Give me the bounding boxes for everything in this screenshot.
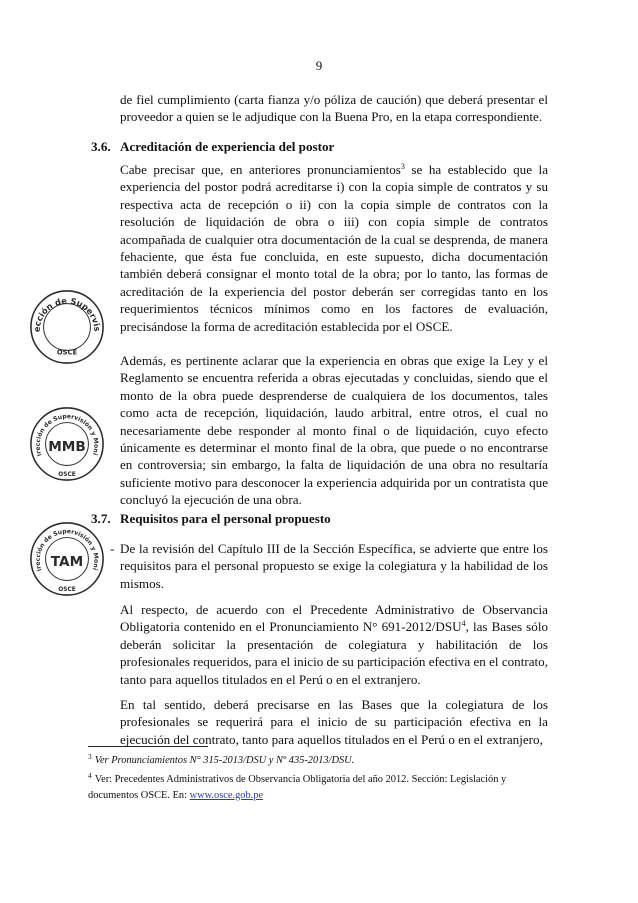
paragraph-experience-accreditation (120, 161, 548, 335)
footnote-separator (88, 746, 208, 747)
stamp-ring-text: Dirección de Supervisión (24, 280, 103, 333)
footnote-text: Ver Pronunciamientos N° 315-2013/DSU y Nº 435-2013/DSU. (94, 755, 355, 766)
paragraph-text: Cabe precisar que, en anteriores pronunciamientos (120, 162, 401, 177)
seal-icon (24, 280, 106, 366)
footnote-mark: 3 (88, 752, 92, 761)
stamp-center-text: TAM (50, 553, 84, 570)
paragraph-text: Al respecto, de acuerdo con el Precedente Administrativo de Observancia Obligatoria contenido en el Pronunciamiento N° 691-2012/DSU (120, 602, 548, 635)
supervision-stamp (24, 280, 106, 366)
paragraph-text: , las Bases sólo deberán solicitar la presentación de colegiatura y habilitación de los profesionales requeridos, para el inicio de su participación efectiva en el contrato, tanto para aquellos titulados en el Perú o en el extranjero. (120, 619, 549, 687)
paragraph-guarantee-continuation: de fiel cumplimiento (carta fianza y/o póliza de caución) que deberá presentar el proveedor a quien se le adjudique con la Buena Pro, en la etapa correspondiente. (120, 92, 548, 125)
section-title: Acreditación de experiencia del postor (120, 139, 335, 154)
stamp-ring-text: Subdirección de Supervisión y Monitoreo (25, 515, 100, 572)
stamp-center-text: MMB (48, 438, 86, 455)
footnote-4 (88, 768, 550, 804)
section-number: 3.7. (91, 511, 111, 526)
section-heading-3-7 (91, 510, 331, 527)
paragraph-text: se ha establecido que la experiencia del postor podrá acreditarse i) con la copia simple de contratos y su respectiva acta de recepción o ii) con la copia simple de contratos con la resolución de liquidación de obra o iii) con copia simple de contratos acompañada de cualquier otra documentación de la cual se desprenda, de manera fehaciente, que ésta fue concluida, en este supuesto, dicha documentación también deberá consignar el monto total de la obra; por lo tanto, las formas de acreditación de la experiencia del postor deberán ser corregidas tanto en los requerimientos técnicos mínimos como en los factores de evaluación, precisándose la forma de acreditación establecida por el OSCE. (120, 162, 549, 334)
footnote-ref-3[interactable]: 3 (400, 162, 405, 171)
footnote-3 (88, 749, 550, 769)
stamp-bottom-text: OSCE (58, 472, 76, 479)
stamp-center-text: OSCE (56, 348, 78, 357)
footnote-mark: 4 (88, 771, 92, 780)
paragraph-personnel-requirements: De la revisión del Capítulo III de la Sección Específica, se advierte que entre los requisitos para el personal propuesto se exige la colegiatura y la habilidad de los mismos. (120, 541, 548, 591)
bullet-dash: - (110, 541, 115, 556)
footnote-link[interactable]: www.osce.gob.pe (189, 790, 264, 801)
page-number: 9 (315, 58, 323, 73)
section-heading-3-6 (91, 138, 334, 155)
stamp-bottom-text: OSCE (58, 587, 76, 594)
section-number: 3.6. (91, 139, 111, 154)
stamp-ring-text: Subdirección de Supervisión y Monitoreo (25, 400, 100, 457)
seal-icon (25, 400, 106, 483)
paragraph-conclusion: En tal sentido, deberá precisarse en las Bases que la colegiatura de los profesionales se requerirá para el inicio de su participación efectiva en la ejecución del contrato, tanto para aquellos titulados en el Perú o en el extranjero, (120, 697, 548, 747)
initials-stamp-mmb (25, 400, 106, 483)
footnote-ref-4[interactable]: 4 (461, 619, 466, 629)
section-title: Requisitos para el personal propuesto (120, 511, 331, 526)
footnote-text: Ver: Precedentes Administrativos de Observancia Obligatoria del año 2012. Sección: Legislación y documentos OSCE. En: (88, 774, 507, 801)
paragraph-experience-clarification: Además, es pertinente aclarar que la experiencia en obras que exige la Ley y el Reglamento se encuentra referida a obras ejecutadas y concluidas, siendo que el monto de la obra puede desprenderse de cualquiera de los documentos, tales como acta de recepción, liquidación, laudo arbitral, entre otros, el cual no necesariamente debe responder al monto final o de liquidación, cuyo efecto únicamente es determinar el monto final de la obra, que puede o no encontrarse en controversia; sin embargo, la falta de liquidación de una obra no resultaría suficiente motivo para desconocer la experiencia adquirida por un contratista que concluyó la ejecución de una obra. (120, 353, 548, 508)
paragraph-precedent (120, 601, 548, 688)
